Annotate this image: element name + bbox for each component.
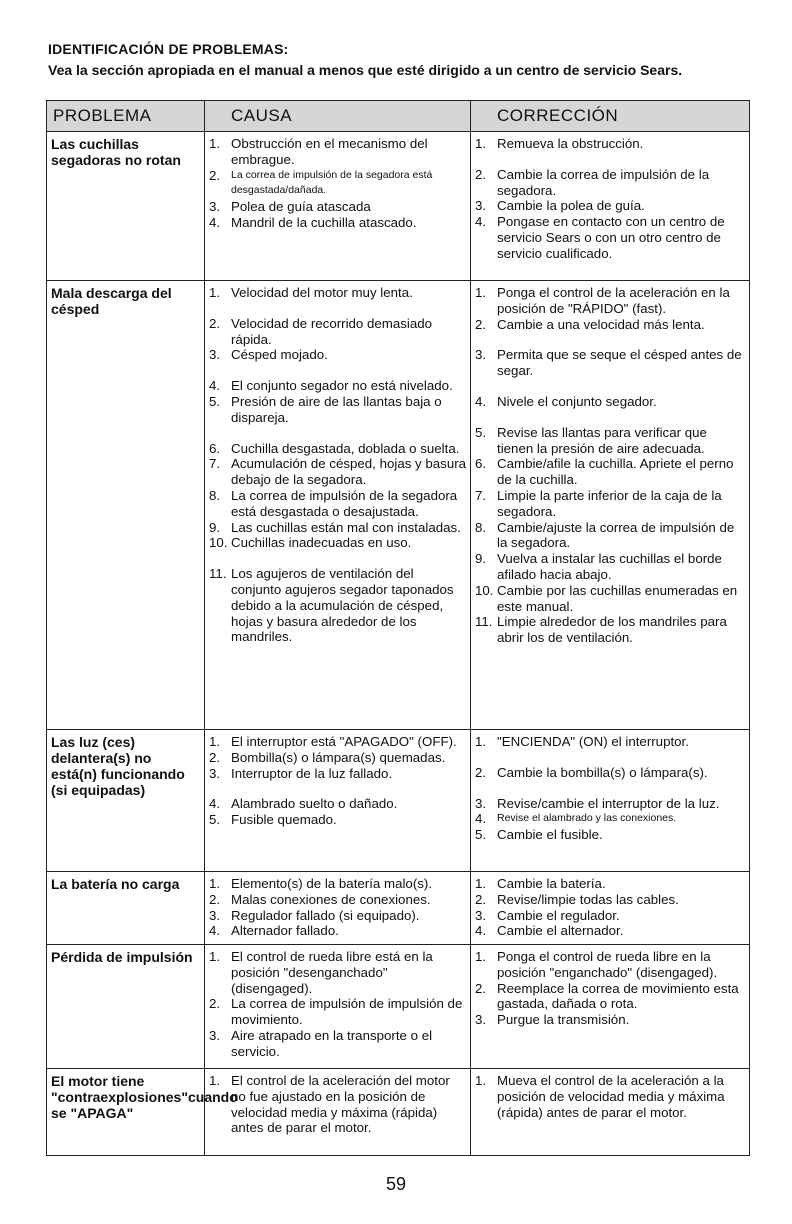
list-item [475, 285, 746, 317]
cause-cell [205, 281, 471, 730]
item-number: 9. [475, 551, 487, 567]
item-text: Revise el alambrado y las conexiones. [497, 812, 677, 825]
item-number: 3. [475, 347, 487, 363]
cause-list [209, 285, 467, 645]
list-item [209, 1028, 467, 1060]
item-text: Alternador fallado. [231, 923, 339, 939]
list-item [475, 923, 746, 939]
item-text: Mueva el control de la aceleración a la posición de velocidad media y máxima (rápida) antes de parar el motor. [497, 1073, 725, 1120]
list-item [209, 734, 467, 750]
item-number: 7. [209, 456, 221, 472]
item-text: Elemento(s) de la batería malo(s). [231, 876, 433, 891]
item-number: 7. [475, 487, 487, 503]
item-number: 4. [475, 811, 487, 827]
list-item [475, 876, 746, 892]
item-number: 2. [475, 316, 487, 332]
list-item [475, 520, 746, 552]
table-row [47, 730, 750, 872]
list-item [475, 136, 746, 152]
item-text: Cuchilla desgastada, doblada o suelta. [231, 440, 460, 456]
item-text: Cambie por las cuchillas enumeradas en este manual. [497, 582, 738, 614]
list-item [209, 766, 467, 782]
item-text: Presión de aire de las llantas baja o dispareja. [231, 393, 442, 425]
item-number: 2. [209, 996, 221, 1012]
list-item [209, 136, 467, 168]
list-item [209, 1073, 467, 1136]
item-number: 11. [209, 566, 227, 582]
list-item [475, 765, 746, 781]
item-number: 5. [475, 424, 487, 440]
list-item [475, 811, 746, 827]
cause-cell [205, 132, 471, 281]
item-text: Cambie la batería. [497, 876, 606, 891]
item-number: 1. [475, 136, 487, 151]
item-text: Obstrucción en el mecanismo del embrague. [231, 136, 428, 167]
item-number: 3. [209, 907, 221, 923]
list-item [475, 1012, 746, 1028]
item-number: 1. [475, 285, 487, 300]
item-text: "ENCIENDA" (ON) el interruptor. [497, 734, 689, 749]
page-number: 59 [385, 1174, 407, 1194]
item-number: 3. [209, 347, 221, 363]
item-text: Cambie la correa de impulsión de la segadora. [497, 166, 710, 198]
item-text: Las cuchillas están mal con instaladas. [231, 519, 461, 535]
correction-cell [471, 872, 750, 945]
item-number: 2. [475, 980, 487, 996]
item-number: 1. [209, 949, 221, 964]
item-number: 3. [475, 198, 487, 214]
correction-list [475, 734, 746, 843]
table-row [47, 132, 750, 281]
list-item [209, 535, 467, 551]
list-item [209, 456, 467, 488]
item-text: Cambie el regulador. [497, 907, 620, 923]
item-number: 6. [209, 440, 221, 456]
item-text: Interruptor de la luz fallado. [231, 765, 393, 781]
item-number: 4. [209, 378, 221, 394]
problem-cell: El motor tiene "contraexplosiones"cuando se "APAGA" [47, 1069, 205, 1156]
item-text: La correa de impulsión de la segadora está desgastada o desajustada. [231, 487, 458, 519]
item-text: Limpie la parte inferior de la caja de la segadora. [497, 487, 722, 519]
item-number: 5. [209, 812, 221, 828]
item-number: 6. [475, 456, 487, 472]
list-item [475, 827, 746, 843]
list-item [475, 949, 746, 981]
item-number: 2. [209, 891, 221, 907]
item-text: Los agujeros de ventilación del conjunto agujeros segador taponados debido a la acumulación de césped, hojas y basura alrededor de los mandriles. [231, 566, 454, 645]
item-number: 1. [475, 949, 487, 964]
list-item [209, 876, 467, 892]
cause-cell [205, 872, 471, 945]
item-number: 8. [209, 487, 221, 503]
item-text: Nivele el conjunto segador. [497, 393, 657, 409]
correction-list [475, 876, 746, 939]
correction-list [475, 285, 746, 646]
table-row [47, 945, 750, 1069]
list-item [475, 488, 746, 520]
list-item [475, 981, 746, 1013]
item-number: 1. [475, 876, 487, 891]
item-number: 4. [209, 796, 221, 812]
item-number: 3. [209, 765, 221, 781]
item-text: Acumulación de césped, hojas y basura debajo de la segadora. [231, 456, 467, 488]
item-text: Mandril de la cuchilla atascado. [231, 214, 417, 230]
item-text: Alambrado suelto o dañado. [231, 796, 398, 812]
list-item [209, 488, 467, 520]
item-number: 8. [475, 519, 487, 535]
item-text: Cambie el alternador. [497, 923, 624, 939]
list-item [475, 796, 746, 812]
cause-list [209, 1073, 467, 1136]
item-text: Cambie la polea de guía. [497, 198, 645, 214]
list-item [209, 378, 467, 394]
item-number: 1. [209, 876, 221, 891]
item-number: 1. [475, 1073, 487, 1088]
item-number: 1. [209, 1073, 221, 1088]
list-item [475, 908, 746, 924]
item-number: 4. [475, 393, 487, 409]
list-item [209, 750, 467, 766]
item-number: 9. [209, 519, 221, 535]
cause-cell [205, 1069, 471, 1156]
problem-cell: Las cuchillas segadoras no rotan [47, 132, 205, 281]
item-text: Fusible quemado. [231, 812, 337, 828]
correction-list [475, 949, 746, 1028]
list-item [209, 796, 467, 812]
item-text: La correa de impulsión de la segadora está desgastada/dañada. [231, 168, 433, 197]
item-number: 4. [475, 214, 487, 230]
column-header-problem: PROBLEMA [47, 101, 205, 132]
list-item [209, 394, 467, 426]
table-row [47, 1069, 750, 1156]
correction-cell [471, 945, 750, 1069]
item-number: 2. [209, 167, 221, 183]
item-number: 3. [475, 795, 487, 811]
list-item [475, 551, 746, 583]
item-text: El interruptor está "APAGADO" (OFF). [231, 734, 457, 749]
item-text: Remueva la obstrucción. [497, 136, 644, 151]
list-item [475, 425, 746, 457]
item-text: El control de rueda libre está en la posición "desenganchado" (disengaged). [231, 949, 433, 996]
item-text: Revise las llantas para verificar que tienen la presión de aire adecuada. [497, 424, 707, 456]
item-number: 2. [209, 749, 221, 765]
item-number: 4. [475, 923, 487, 939]
correction-cell [471, 281, 750, 730]
item-text: Ponga el control de la aceleración en la posición de "RÁPIDO" (fast). [497, 285, 730, 316]
list-item [209, 441, 467, 457]
correction-list [475, 1073, 746, 1120]
list-item [475, 198, 746, 214]
item-number: 1. [209, 285, 221, 300]
cause-cell [205, 730, 471, 872]
table-header-row [47, 101, 750, 132]
item-text: Reemplace la correa de movimiento esta gastada, dañada o rota. [497, 980, 739, 1012]
list-item [209, 316, 467, 348]
table-row [47, 281, 750, 730]
cause-list [209, 734, 467, 828]
list-item [209, 168, 467, 200]
list-item [209, 892, 467, 908]
item-number: 3. [475, 907, 487, 923]
item-text: Cuchillas inadecuadas en uso. [231, 535, 412, 551]
item-number: 3. [209, 1027, 221, 1043]
item-number: 5. [209, 393, 221, 409]
column-header-correction: CORRECCIÓN [471, 101, 750, 132]
list-item [475, 317, 746, 333]
item-text: El control de la aceleración del motor no fue ajustado en la posición de velocidad media y máxima (rápida) antes de parar el motor. [231, 1073, 450, 1136]
list-item [475, 583, 746, 615]
list-item [209, 812, 467, 828]
cause-list [209, 949, 467, 1060]
list-item [475, 214, 746, 261]
list-item [209, 347, 467, 363]
item-text: Cambie/ajuste la correa de impulsión de la segadora. [497, 519, 735, 551]
item-number: 1. [209, 136, 221, 151]
item-text: Malas conexiones de conexiones. [231, 891, 431, 907]
item-text: Ponga el control de rueda libre en la posición "enganchado" (disengaged). [497, 949, 718, 980]
item-number: 10. [209, 535, 228, 551]
list-item [209, 566, 467, 645]
cause-list [209, 136, 467, 231]
list-item [475, 892, 746, 908]
problem-cell: Mala descarga del césped [47, 281, 205, 730]
correction-cell [471, 730, 750, 872]
item-number: 1. [475, 734, 487, 749]
correction-cell [471, 132, 750, 281]
item-number: 3. [475, 1012, 487, 1028]
correction-cell [471, 1069, 750, 1156]
item-number: 2. [475, 166, 487, 182]
item-text: La correa de impulsión de impulsión de movimiento. [231, 996, 463, 1028]
item-number: 2. [475, 764, 487, 780]
item-number: 11. [475, 614, 493, 630]
list-item [209, 949, 467, 996]
list-item [475, 167, 746, 199]
list-item [209, 996, 467, 1028]
problem-cell: Pérdida de impulsión [47, 945, 205, 1069]
item-text: Vuelva a instalar las cuchillas el borde afilado hacia abajo. [497, 551, 722, 582]
item-text: Limpie alrededor de los mandriles para abrir los de ventilación. [497, 614, 727, 646]
list-item [209, 923, 467, 939]
troubleshooting-table [46, 100, 750, 1156]
item-text: Purgue la transmisión. [497, 1012, 630, 1028]
item-number: 4. [209, 214, 221, 230]
item-text: Velocidad del motor muy lenta. [231, 285, 413, 300]
item-text: Cambie/afile la cuchilla. Apriete el perno de la cuchilla. [497, 456, 734, 488]
list-item [209, 215, 467, 231]
list-item [475, 394, 746, 410]
item-text: Velocidad de recorrido demasiado rápida. [231, 315, 433, 347]
list-item [475, 614, 746, 646]
item-number: 5. [475, 827, 487, 843]
problem-cell: La batería no carga [47, 872, 205, 945]
list-item [209, 285, 467, 301]
item-number: 10. [475, 582, 494, 598]
item-number: 3. [209, 199, 221, 215]
page-title: IDENTIFICACIÓN DE PROBLEMAS: [48, 41, 289, 57]
list-item [475, 734, 746, 750]
item-number: 2. [209, 315, 221, 331]
item-text: Pongase en contacto con un centro de servicio Sears o con un otro centro de servicio cualificado. [497, 214, 725, 261]
item-text: Permita que se seque el césped antes de segar. [497, 347, 742, 379]
cause-cell [205, 945, 471, 1069]
item-text: Cambie el fusible. [497, 827, 603, 843]
item-text: Aire atrapado en la transporte o el servicio. [231, 1027, 433, 1059]
item-text: Césped mojado. [231, 347, 328, 363]
list-item [209, 520, 467, 536]
item-number: 2. [475, 891, 487, 907]
page-subtitle: Vea la sección apropiada en el manual a menos que esté dirigido a un centro de servicio Sears. [48, 62, 683, 78]
item-text: El conjunto segador no está nivelado. [231, 378, 453, 394]
item-number: 1. [209, 734, 221, 749]
column-header-cause: CAUSA [205, 101, 471, 132]
item-text: Bombilla(s) o lámpara(s) quemadas. [231, 749, 446, 765]
item-number: 4. [209, 923, 221, 939]
correction-list [475, 136, 746, 262]
problem-cell: Las luz (ces) delantera(s) no está(n) funcionando (si equipadas) [47, 730, 205, 872]
list-item [209, 908, 467, 924]
list-item [475, 347, 746, 379]
list-item [209, 199, 467, 215]
cause-list [209, 876, 467, 939]
list-item [475, 456, 746, 488]
table-row [47, 872, 750, 945]
item-text: Revise/limpie todas las cables. [497, 891, 679, 907]
item-text: Cambie la bombilla(s) o lámpara(s). [497, 764, 708, 780]
item-text: Regulador fallado (si equipado). [231, 907, 420, 923]
list-item [475, 1073, 746, 1120]
item-text: Polea de guía atascada [231, 199, 371, 215]
item-text: Cambie a una velocidad más lenta. [497, 316, 705, 332]
item-text: Revise/cambie el interruptor de la luz. [497, 795, 720, 811]
